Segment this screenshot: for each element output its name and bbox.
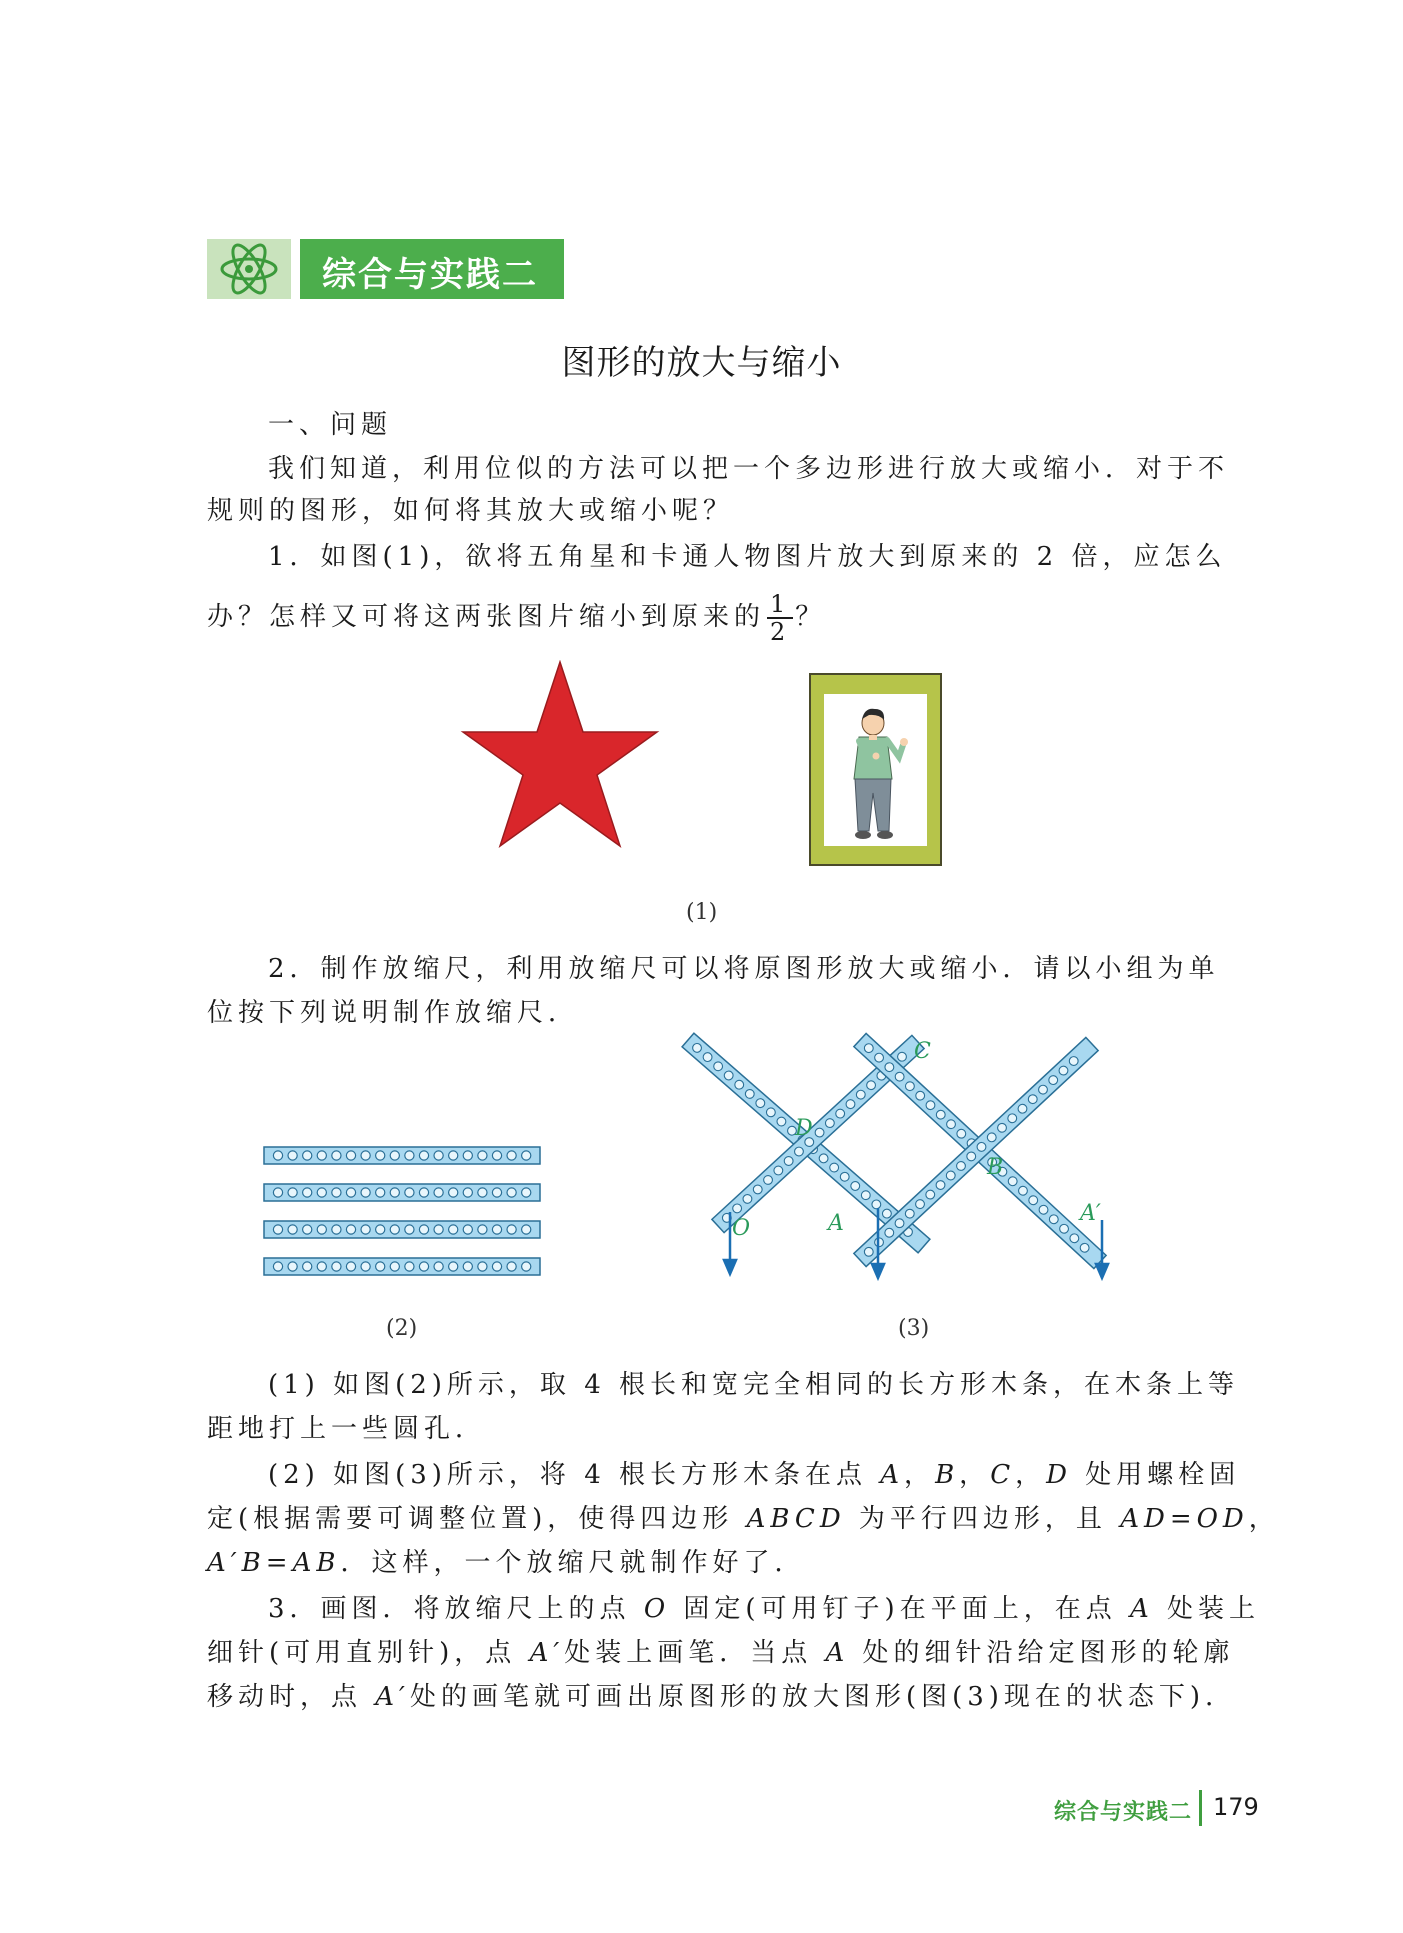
wooden-strip [264, 1184, 540, 1201]
figure-3-caption: (3) [898, 1316, 930, 1341]
point-o-ref: O [643, 1594, 671, 1624]
question-2-line-2: 位按下列说明制作放缩尺． [207, 998, 580, 1028]
four-wooden-strips-figure [262, 1145, 544, 1285]
step-1-line-2: 距地打上一些圆孔． [207, 1414, 487, 1444]
step-3-text-a: 3．画图．将放缩尺上的点 [268, 1594, 644, 1624]
intro-line-2: 规则的图形，如何将其放大或缩小呢？ [207, 496, 735, 526]
question-1-line-1: 1．如图(1)，欲将五角星和卡通人物图片放大到原来的 2 倍，应怎么 [268, 542, 1227, 572]
point-a-ref: A [880, 1460, 905, 1490]
figure-1-caption: (1) [686, 900, 718, 925]
quadrilateral-abcd: ABCD [746, 1504, 846, 1534]
step-3-text-c: 处装上 [1153, 1594, 1261, 1624]
cartoon-character-picture [809, 673, 942, 866]
section-header [207, 239, 564, 299]
arrow-head-a-prime [1096, 1264, 1108, 1278]
step-2-text-a: (2) 如图(3)所示，将 4 根长方形木条在点 [268, 1460, 881, 1490]
step-2-text-e: ， [1248, 1504, 1280, 1534]
page-title: 图形的放大与缩小 [561, 343, 842, 383]
question-1-line-2 [207, 591, 826, 645]
question-2-line-1: 2．制作放缩尺，利用放缩尺可以将原图形放大或缩小．请以小组为单 [268, 954, 1220, 984]
fraction-numerator: 1 [767, 591, 793, 619]
arrow-head-a [872, 1264, 884, 1278]
step-3-text-h: 处的画笔就可画出原图形的放大图形(图(3)现在的状态下)． [409, 1682, 1237, 1712]
section-tab [300, 239, 564, 299]
page-number: 179 [1213, 1793, 1259, 1821]
point-a-ref-3: A [825, 1638, 850, 1668]
section-label: 综合与实践二 [322, 255, 538, 295]
point-c-label: C [914, 1039, 931, 1064]
intro-line-1: 我们知道，利用位似的方法可以把一个多边形进行放大或缩小．对于不 [268, 454, 1230, 484]
step-2-text-b: 处用螺栓固 [1071, 1460, 1241, 1490]
point-d-label: D [795, 1116, 813, 1141]
step-2-text-c: 定(根据需要可调整位置)，使得四边形 [207, 1504, 747, 1534]
heading-problem: 一、问题 [268, 410, 393, 440]
step-2-line-2 [207, 1498, 1280, 1540]
point-a-prime-ref: A′ [529, 1638, 565, 1668]
equation-ad-od: AD=OD [1120, 1504, 1249, 1534]
wooden-strip [264, 1221, 540, 1238]
step-3-line-3 [207, 1676, 1236, 1718]
wooden-strip [264, 1147, 540, 1164]
step-2-text-f: ．这样，一个放缩尺就制作好了． [340, 1548, 806, 1578]
red-star-figure [460, 660, 660, 850]
arrow-head-o [724, 1260, 736, 1274]
step-3-text-b: 固定(可用钉子)在平面上，在点 [670, 1594, 1130, 1624]
step-3-text-e: 处装上画笔．当点 [564, 1638, 826, 1668]
step-3-line-1 [268, 1588, 1260, 1630]
point-b-label: B [987, 1155, 1004, 1180]
point-a-ref-2: A [1129, 1594, 1154, 1624]
section-icon-box [207, 239, 291, 299]
fraction-denominator: 2 [770, 618, 791, 646]
question-1-end: ？ [795, 602, 827, 632]
step-3-text-g: 移动时，点 [207, 1682, 376, 1712]
step-2-line-3 [207, 1542, 805, 1584]
footer-divider [1199, 1790, 1202, 1826]
step-2-line-1: (2) 如图(3)所示，将 4 根长方形木条在点 A，B，C，D 处用螺栓固 [268, 1460, 1241, 1490]
fraction-one-half [767, 591, 793, 645]
figure-2-caption: (2) [386, 1316, 418, 1341]
point-c-ref: C [990, 1460, 1016, 1490]
wooden-strip [264, 1258, 540, 1275]
step-3-line-2 [207, 1632, 1235, 1674]
atom-icon [207, 239, 291, 299]
question-1-text: 办？怎样又可将这两张图片缩小到原来的 [207, 602, 766, 632]
step-1-line-1: (1) 如图(2)所示，取 4 根长和宽完全相同的长方形木条，在木条上等 [268, 1370, 1239, 1400]
point-a-prime-ref-2: A′ [375, 1682, 410, 1712]
point-a-label: A [828, 1211, 844, 1236]
step-3-text-f: 处的细针沿给定图形的轮廓 [849, 1638, 1235, 1668]
step-2-text-d: 为平行四边形，且 [845, 1504, 1121, 1534]
point-d-ref: D [1046, 1460, 1072, 1490]
equation-apb-ab: A′B=AB [207, 1548, 341, 1578]
footer-section-label: 综合与实践二 [1054, 1800, 1193, 1825]
point-b-ref: B [935, 1460, 960, 1490]
point-o-label: O [732, 1216, 751, 1241]
step-3-text-d: 细针(可用直别针)，点 [207, 1638, 530, 1668]
pantograph-figure [680, 1030, 1120, 1300]
point-a-prime-label: A′ [1080, 1201, 1101, 1226]
